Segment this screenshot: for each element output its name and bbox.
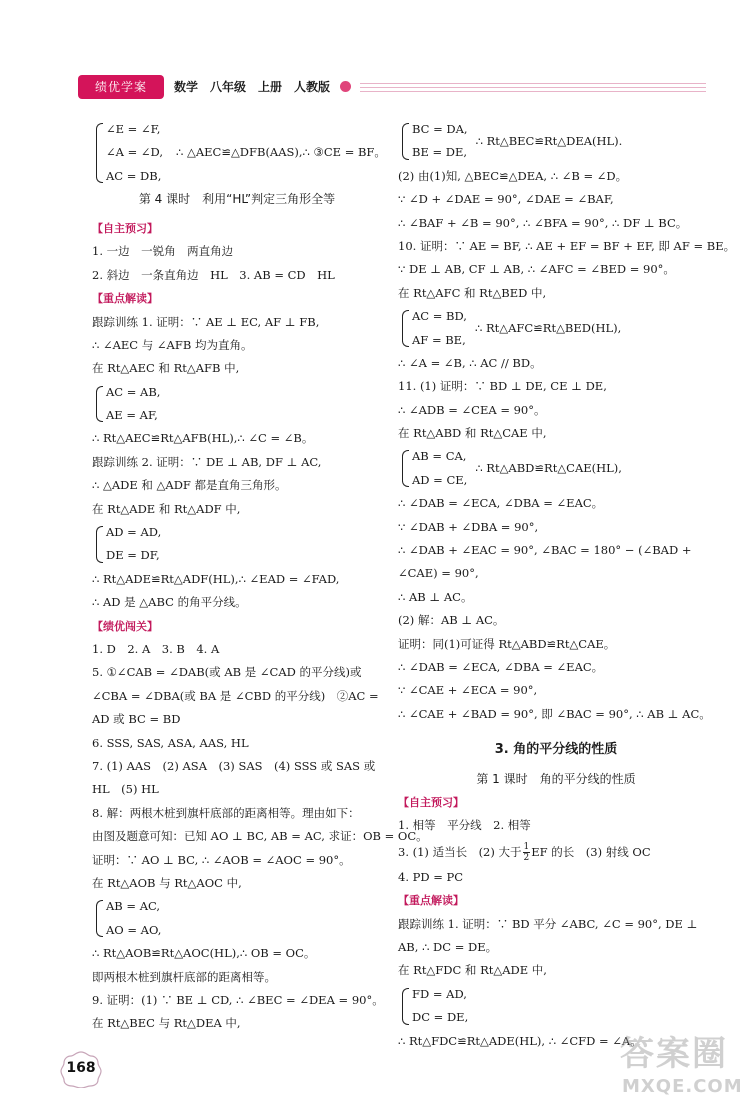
eq-line: BE = DE, (412, 145, 468, 160)
eq-line: DC = DE, (412, 1010, 469, 1025)
eq-line: BC = DA, (412, 122, 468, 136)
eq-line: AD = CE, (412, 472, 468, 487)
section-tag: 【自主预习】 (398, 795, 464, 809)
text-line: ∴ ∠DAB = ∠ECA, ∠DBA = ∠EAC。 (398, 496, 604, 511)
text-line: (2) 解：AB ⊥ AC。 (398, 613, 505, 628)
eq-line: AB = CA, (412, 449, 467, 464)
book-info: 数学 八年级 上册 人教版 (174, 80, 331, 94)
text-line: 即两根木桩到旗杆底部的距离相等。 (92, 969, 276, 984)
text-line: 跟踪训练 1. 证明：∵ BD 平分 ∠ABC, ∠C = 90°, DE ⊥ AB, ∴ DC = DE。 (398, 916, 698, 954)
text-line: ∴ Rt△AOB≌Rt△AOC(HL),∴ OB = OC。 (92, 946, 316, 961)
brace-group (92, 381, 382, 428)
text-line: 1. D 2. A 3. B 4. A (92, 641, 220, 656)
text-line: 6. SSS, SAS, ASA, AAS, HL (92, 735, 249, 750)
section-tag: 【绩优闯关】 (92, 619, 158, 633)
text-line: ∴ ∠DAB + ∠EAC = 90°, ∠BAC = 180° − (∠BAD + ∠CAE) = 90°, (398, 543, 692, 581)
text-line: ∴ ∠BAF + ∠B = 90°, ∴ ∠BFA = 90°, ∴ DF ⊥ BC。 (398, 215, 688, 230)
text-line: ∴ AB ⊥ AC。 (398, 589, 473, 604)
text-line: 证明：同(1)可证得 Rt△ABD≌Rt△CAE。 (398, 636, 616, 651)
header-dot-icon (340, 81, 351, 92)
eq-line: AC = BD, (412, 309, 467, 324)
text-line: ∴ ∠CAE + ∠BAD = 90°, 即 ∠BAC = 90°, ∴ AB ⊥ AC。 (398, 706, 711, 721)
section-tag: 【自主预习】 (92, 221, 158, 235)
text-line: 9. 证明：(1) ∵ BE ⊥ CD, ∴ ∠BEC = ∠DEA = 90°。 (92, 992, 384, 1007)
section-title: 3. 角的平分线的性质 (494, 742, 618, 758)
text-line: ∴ Rt△AFC≌Rt△BED(HL), (474, 320, 622, 335)
text-line: 在 Rt△AFC 和 Rt△BED 中, (398, 285, 547, 300)
right-column (398, 118, 736, 1053)
text-line: 4. PD = PC (398, 869, 464, 884)
fraction-numerator: 1 (523, 842, 530, 853)
text-line: 在 Rt△AEC 和 Rt△AFB 中, (92, 361, 240, 376)
text-line: ∴ △ADE 和 △ADF 都是直角三角形。 (92, 478, 287, 493)
text-line: ∴ AD 是 △ABC 的角平分线。 (92, 595, 247, 610)
text-line: 11. (1) 证明：∵ BD ⊥ DE, CE ⊥ DE, (398, 379, 607, 394)
text-line: 在 Rt△ABD 和 Rt△CAE 中, (398, 426, 547, 441)
eq-line: AC = AB, (106, 384, 161, 399)
text-line: 在 Rt△BEC 与 Rt△DEA 中, (92, 1016, 241, 1031)
text-line: 5. ①∠CAB = ∠DAB(或 AB 是 ∠CAD 的平分线)或 ∠CBA = ∠DBA(或 BA 是 ∠CBD 的平分线) ②AC = AD 或 BC = BD (92, 665, 379, 727)
equation-system (398, 445, 714, 492)
page-number: 168 (66, 1060, 96, 1076)
page-header (78, 72, 718, 102)
text-line: ∴ Rt△BEC≌Rt△DEA(HL). (475, 133, 623, 148)
brace-group (92, 118, 163, 188)
text-line: 在 Rt△ADE 和 Rt△ADF 中, (92, 501, 241, 516)
text-line: ∵ ∠DAB + ∠DBA = 90°, (398, 519, 539, 534)
eq-line: AE = AF, (106, 408, 158, 423)
text-line: 由图及题意可知：已知 AO ⊥ BC, AB = AC, 求证：OB = OC。 (92, 829, 428, 844)
text-line: ∴ Rt△ABD≌Rt△CAE(HL), (475, 461, 622, 476)
text-line: ∵ ∠D + ∠DAE = 90°, ∠DAE = ∠BAF, (398, 192, 614, 207)
text-line: ∴ ∠A = ∠B, ∴ AC // BD。 (398, 355, 542, 370)
eq-line: AD = AD, (106, 525, 162, 540)
section-tag: 【重点解读】 (398, 894, 464, 908)
eq-line: AB = AC, (106, 899, 161, 914)
text-line: 8. 解：两根木桩到旗杆底部的距离相等。理由如下： (92, 805, 360, 820)
brace-group (398, 445, 467, 492)
watermark-title: 答案圈 (620, 1034, 728, 1074)
section-tag: 【重点解读】 (92, 292, 158, 306)
text-line: 在 Rt△FDC 和 Rt△ADE 中, (398, 963, 547, 978)
left-column (92, 118, 428, 1036)
equation-system (398, 305, 714, 352)
eq-line: DE = DF, (106, 548, 160, 563)
text-line: 7. (1) AAS (2) ASA (3) SAS (4) SSS 或 SAS 或 HL (5) HL (92, 758, 376, 797)
lesson-title: 第 4 课时 利用“HL”判定三角形全等 (138, 191, 336, 206)
fraction-denominator: 2 (523, 853, 530, 864)
brace-group (398, 305, 467, 352)
text-line: 跟踪训练 2. 证明：∵ DE ⊥ AB, DF ⊥ AC, (92, 454, 322, 469)
lesson-title: 第 1 课时 角的平分线的性质 (476, 771, 636, 786)
text-fragment: 3. (1) 适当长 (2) 大于 (398, 844, 522, 859)
text-fragment: EF 的长 (3) 射线 OC (531, 844, 651, 859)
eq-line: AC = DB, (106, 168, 162, 183)
eq-line: AO = AO, (106, 922, 162, 937)
text-line: (2) 由(1)知, △BEC≌△DEA, ∴ ∠B = ∠D。 (398, 168, 628, 183)
eq-line: FD = AD, (412, 986, 467, 1001)
eq-line: AF = BE, (412, 332, 466, 347)
text-line: 1. 一边 一锐角 两直角边 (92, 244, 234, 259)
eq-line: ∠E = ∠F, (106, 122, 161, 136)
text-line: 在 Rt△AOB 与 Rt△AOC 中, (92, 875, 242, 890)
brace-group (398, 118, 468, 165)
watermark-url: MXQE.COM (622, 1076, 743, 1097)
text-line: ∴ ∠AEC 与 ∠AFB 均为直角。 (92, 337, 253, 352)
text-line: ∴ Rt△FDC≌Rt△ADE(HL), ∴ ∠CFD = ∠A。 (398, 1033, 642, 1048)
text-line: ∴ Rt△AEC≌Rt△AFB(HL),∴ ∠C = ∠B。 (92, 431, 314, 446)
text-line: 2. 斜边 一条直角边 HL 3. AB = CD HL (92, 267, 335, 282)
watermark (612, 1020, 742, 1106)
text-line (398, 838, 714, 866)
text-line: 10. 证明：∵ AE = BF, ∴ AE + EF = BF + EF, 即 AF = BE。 (398, 238, 736, 253)
brand-tag: 绩优学案 (78, 75, 164, 99)
text-line: 证明：∵ AO ⊥ BC, ∴ ∠AOB = ∠AOC = 90°。 (92, 852, 351, 867)
equation-system (398, 118, 714, 165)
text-line: ∴ ∠DAB = ∠ECA, ∠DBA = ∠EAC。 (398, 660, 604, 675)
brace-group (92, 521, 382, 568)
text-line: ∵ ∠CAE + ∠ECA = 90°, (398, 683, 538, 698)
text-line: ∴ △AEC≌△DFB(AAS),∴ ③CE = BF。 (176, 145, 386, 160)
header-rule (360, 80, 706, 94)
text-line: ∴ ∠ADB = ∠CEA = 90°。 (398, 402, 546, 417)
page-number-badge (60, 1050, 102, 1088)
brace-group (92, 895, 382, 942)
text-line: 跟踪训练 1. 证明：∵ AE ⊥ EC, AF ⊥ FB, (92, 314, 320, 329)
text-line: 1. 相等 平分线 2. 相等 (398, 818, 531, 833)
fraction (523, 842, 531, 863)
text-line: ∴ Rt△ADE≌Rt△ADF(HL),∴ ∠EAD = ∠FAD, (92, 571, 340, 586)
text-line: ∵ DE ⊥ AB, CF ⊥ AB, ∴ ∠AFC = ∠BED = 90°。 (398, 262, 675, 277)
eq-line: ∠A = ∠D, (106, 145, 163, 160)
